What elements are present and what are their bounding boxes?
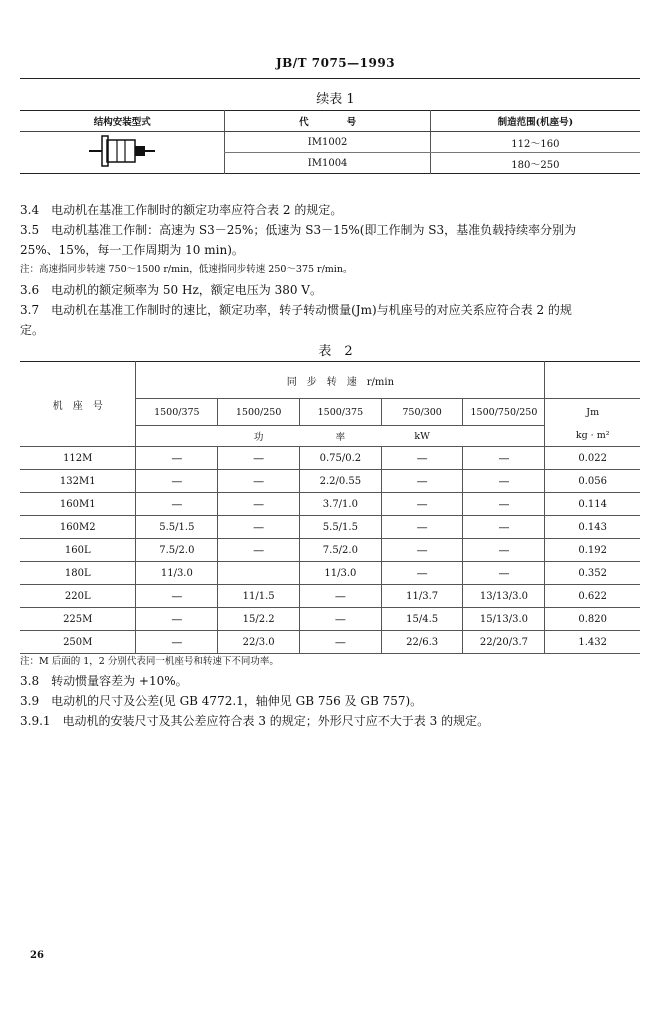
table2-power-cell: —: [136, 585, 218, 608]
table2-speed-2: 1500/250: [218, 399, 300, 426]
table-row: [20, 562, 640, 585]
table-row: [20, 539, 640, 562]
table2-power-cell: —: [381, 562, 463, 585]
table2-power-cell: 22/3.0: [218, 631, 300, 654]
para-3-6: 3.6 电动机的额定频率为 50 Hz，额定电压为 380 V。: [20, 283, 322, 297]
table2-speed-3: 1500/375: [300, 399, 382, 426]
table-row: [20, 493, 640, 516]
table2-caption: 表 2: [318, 344, 353, 359]
table1: [20, 110, 640, 174]
table-row: [20, 585, 640, 608]
table2-note: 注：M 后面的 1，2 分别代表同一机座号和转速下不同功率。: [20, 656, 279, 667]
table2-jm-cell: 0.352: [545, 562, 640, 585]
table2-power-cell: —: [381, 516, 463, 539]
table1-col-structure: 结构安装型式: [20, 111, 225, 132]
table2-body: [20, 447, 640, 654]
table2-jm-cell: 1.432: [545, 631, 640, 654]
para-3-8: 3.8 转动惯量容差为 +10%。: [20, 674, 188, 688]
table2-power-cell: —: [136, 447, 218, 470]
table2-power-cell: 11/1.5: [218, 585, 300, 608]
table2-jm-spacer: [545, 362, 640, 399]
para-3-5-line1: 3.5 电动机基准工作制：高速为 S3－25%；低速为 S3－15%(即工作制为 S3，基准负载持续率分别为: [20, 223, 577, 237]
table2-power-cell: —: [300, 608, 382, 631]
table1-mounting-cell: [20, 132, 225, 174]
table2-power-cell: 13/13/3.0: [463, 585, 545, 608]
table2-power-cell: —: [463, 470, 545, 493]
table2-sync-header: 同 步 转 速 r/min: [136, 362, 545, 399]
table2-seat-cell: 160L: [20, 539, 136, 562]
table2-power-cell: 7.5/2.0: [300, 539, 382, 562]
table2-power-cell: 2.2/0.55: [300, 470, 382, 493]
para-3-4: 3.4 电动机在基准工作制时的额定功率应符合表 2 的规定。: [20, 203, 343, 217]
standard-header: JB/T 7075—1993: [275, 56, 396, 70]
table2-jm-cell: 0.192: [545, 539, 640, 562]
table2-power-label-spacer: [136, 426, 218, 447]
table2-jm-cell: 0.114: [545, 493, 640, 516]
table1-col-range: 制造范围(机座号): [430, 111, 640, 132]
table2-power-cell: —: [136, 493, 218, 516]
table2-seat-cell: 160M1: [20, 493, 136, 516]
table2-jm-cell: 0.056: [545, 470, 640, 493]
table-row: [20, 132, 640, 153]
table2-seat-cell: 180L: [20, 562, 136, 585]
table2-power-cell: —: [463, 493, 545, 516]
table2-speed-4: 750/300: [381, 399, 463, 426]
table1-col-code: 代 号: [225, 111, 430, 132]
note-3-5: 注：高速指同步转速 750～1500 r/min，低速指同步转速 250～375 r/min。: [20, 264, 353, 275]
table2-power-cell: —: [218, 470, 300, 493]
table2-seat-cell: 160M2: [20, 516, 136, 539]
table-row: [20, 516, 640, 539]
table-row: [20, 470, 640, 493]
table2-power-cell: 0.75/0.2: [300, 447, 382, 470]
table2-speed-1: 1500/375: [136, 399, 218, 426]
table-row: [20, 608, 640, 631]
table2-power-label-b: 率: [300, 426, 382, 447]
table1-code-2: IM1004: [225, 153, 430, 174]
table2-power-cell: 11/3.7: [381, 585, 463, 608]
table2-power-cell: 15/13/3.0: [463, 608, 545, 631]
table2-power-cell: 15/4.5: [381, 608, 463, 631]
table2-jm-cell: 0.143: [545, 516, 640, 539]
table2-power-cell: 7.5/2.0: [136, 539, 218, 562]
table2-power-cell: 11/3.0: [136, 562, 218, 585]
table2-power-cell: —: [218, 516, 300, 539]
table2-seat-cell: 250M: [20, 631, 136, 654]
table2-power-cell: —: [381, 447, 463, 470]
table2-power-cell: 22/6.3: [381, 631, 463, 654]
table-row: [20, 447, 640, 470]
table2-seat-cell: 132M1: [20, 470, 136, 493]
table2-power-label-spacer-2: [463, 426, 545, 447]
table2-speed-5: 1500/750/250: [463, 399, 545, 426]
table2-power-cell: 5.5/1.5: [300, 516, 382, 539]
table2-power-label-a: 功: [218, 426, 300, 447]
table2-power-cell: —: [300, 585, 382, 608]
table2-seat-cell: 220L: [20, 585, 136, 608]
table2-power-cell: 15/2.2: [218, 608, 300, 631]
table2-power-cell: [218, 562, 300, 585]
table1-header-row: [20, 111, 640, 132]
table1-range-1: 112～160: [430, 132, 640, 153]
table2-power-cell: —: [218, 447, 300, 470]
table2-power-cell: —: [381, 539, 463, 562]
header-rule: [20, 78, 640, 79]
table2-seat-cell: 225M: [20, 608, 136, 631]
table2-power-cell: —: [463, 516, 545, 539]
table2-power-cell: —: [463, 447, 545, 470]
table2-jm-cell: 0.622: [545, 585, 640, 608]
table2-power-cell: 3.7/1.0: [300, 493, 382, 516]
table2-power-cell: —: [300, 631, 382, 654]
para-3-9: 3.9 电动机的尺寸及公差(见 GB 4772.1，轴伸见 GB 756 及 GB 757)。: [20, 694, 423, 708]
table2: [20, 361, 640, 654]
table2-power-cell: —: [218, 493, 300, 516]
table2-power-unit: kW: [381, 426, 463, 447]
table2-jm-header: Jm: [545, 399, 640, 426]
table2-power-cell: —: [463, 562, 545, 585]
table2-power-cell: 5.5/1.5: [136, 516, 218, 539]
para-3-9-1: 3.9.1 电动机的安装尺寸及其公差应符合表 3 的规定；外形尺寸应不大于表 3 的规定。: [20, 714, 490, 728]
table2-power-cell: —: [136, 608, 218, 631]
para-3-5-line2: 25%、15%，每一工作周期为 10 min)。: [20, 243, 244, 257]
table2-power-cell: —: [136, 470, 218, 493]
table2-jm-unit: kg · m²: [545, 426, 640, 447]
table2-seat-cell: 112M: [20, 447, 136, 470]
table1-code-1: IM1002: [225, 132, 430, 153]
table2-power-cell: —: [381, 470, 463, 493]
para-3-7-line2: 定。: [20, 323, 45, 337]
table2-power-cell: —: [136, 631, 218, 654]
table2-power-cell: 11/3.0: [300, 562, 382, 585]
table2-jm-cell: 0.022: [545, 447, 640, 470]
para-3-7-line1: 3.7 电动机在基准工作制时的速比，额定功率，转子转动惯量(Jm)与机座号的对应关系应符合表 2 的规: [20, 303, 572, 317]
table2-power-cell: —: [218, 539, 300, 562]
table2-power-cell: —: [463, 539, 545, 562]
table2-jm-cell: 0.820: [545, 608, 640, 631]
page-number: 26: [30, 950, 44, 961]
table2-power-cell: 22/20/3.7: [463, 631, 545, 654]
table2-header-sync-row: [20, 362, 640, 399]
table-row: [20, 631, 640, 654]
table1-range-2: 180～250: [430, 153, 640, 174]
table2-power-cell: —: [381, 493, 463, 516]
table1-caption: 续表 1: [316, 92, 355, 107]
table2-seat-header: 机 座 号: [20, 362, 136, 447]
motor-mounting-diagram-icon: [87, 134, 157, 168]
